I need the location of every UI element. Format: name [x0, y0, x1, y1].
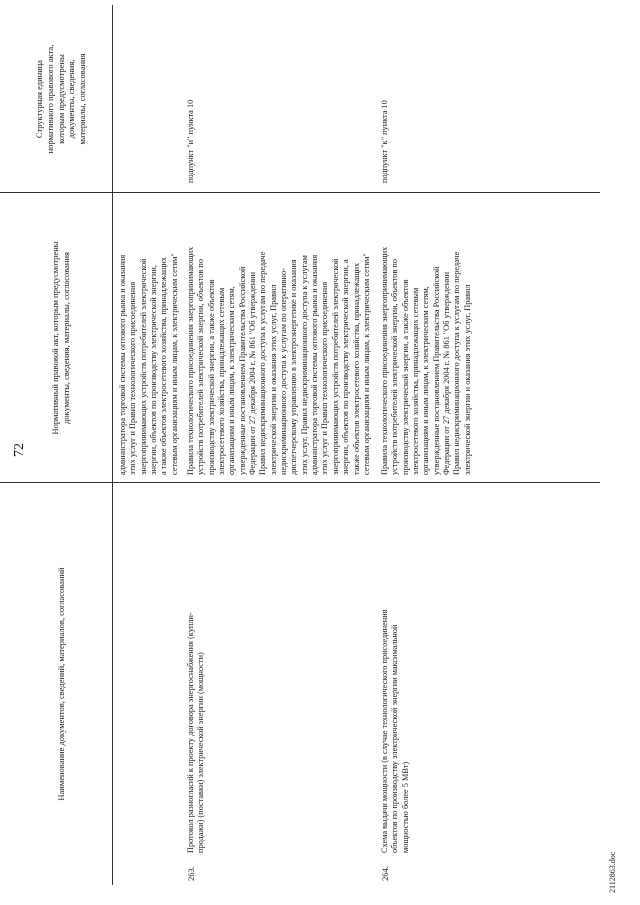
footer-filename: 2112863.doc [608, 851, 617, 893]
header-structural-unit: Структурная единица нормативного правового акта, которым предусмотрены документы, сведения, материалы, согласования [34, 44, 87, 154]
row-264-document-name: Схема выдачи мощности (в случае технологического присоединения объектов по производству электрической энергии максимальной мощностью более 5 МВт) [380, 609, 410, 853]
row-number-263: 263. [186, 866, 196, 881]
row-264-normative-act: Правила технологического присоединения энергопринимающих устройств потребителей электрической энергии, объектов по производству электрической энергии, а также объектов электросетевого хозяйства, принадлежащих сетевым организациям и иным лицам, к электрическим сетям, утвержденные постановлением Правительства Российской Федерации от 27 декабря 2004 г. № 861 "Об утверждении Правил недискриминационного доступа к услугам по передаче электрической энергии и оказания этих услуг, Правил [380, 246, 472, 475]
row-263-document-name: Протокол разногласий к проекту договора энергоснабжения (купли- продажи) (поставки) электрической энергии (мощности) [186, 612, 206, 853]
requirements-table [0, 5, 600, 885]
row-264-structural-unit: подпункт "к" пункта 10 [380, 100, 389, 183]
header-divider [112, 5, 113, 885]
page-number: 72 [12, 443, 27, 457]
row-263-normative-act: Правила технологического присоединения энергопринимающих устройств потребителей электрической энергии, объектов по производству электрической энергии, а также объектов электросетевого хозяйства, принадлежащих сетевым организациям и иным лицам, к электрическим сетям, утвержденные постановлением Правительства Российской Федерации от 27 декабря 2004 г. № 861 "Об утверждении Правил недискриминационного доступа к услугам по передаче электрической энергии и оказания этих услуг, Правил недискриминационного доступа к услугам по оперативно- диспетчерскому управлению в электроэнергетике и оказания этих услуг, Правил недискриминационного доступа к услугам администратора торговой системы оптового рынка и оказания этих услуг и Правил технологического присоединения энергопринимающих устройств потребителей электрической энергии, объектов по производству электрической энергии, а также объектов электросетевого хозяйства, принадлежащих сетевым организациям и иным лицам, к электрическим сетям" [186, 246, 371, 475]
row-number-264: 264. [380, 866, 390, 881]
header-normative-act: Нормативный правовой акт, которым предусмотрены документы, сведения, материалы, согласования [50, 241, 71, 435]
row-263-structural-unit: подпункт "и" пункта 10 [186, 99, 195, 183]
header-documents: Наименование документов, сведений, материалов, согласований [55, 567, 66, 801]
table-row-continuation-act: администратора торговой системы оптового рынка и оказания этих услуг и Правил технологического присоединения энергопринимающих устройств потребителей электрической энергии, объектов по производству электрической энергии, а также объектов электросетевого хозяйства, принадлежащих сетевым организациям и иным лицам, к электрическим сетям" [118, 253, 179, 475]
